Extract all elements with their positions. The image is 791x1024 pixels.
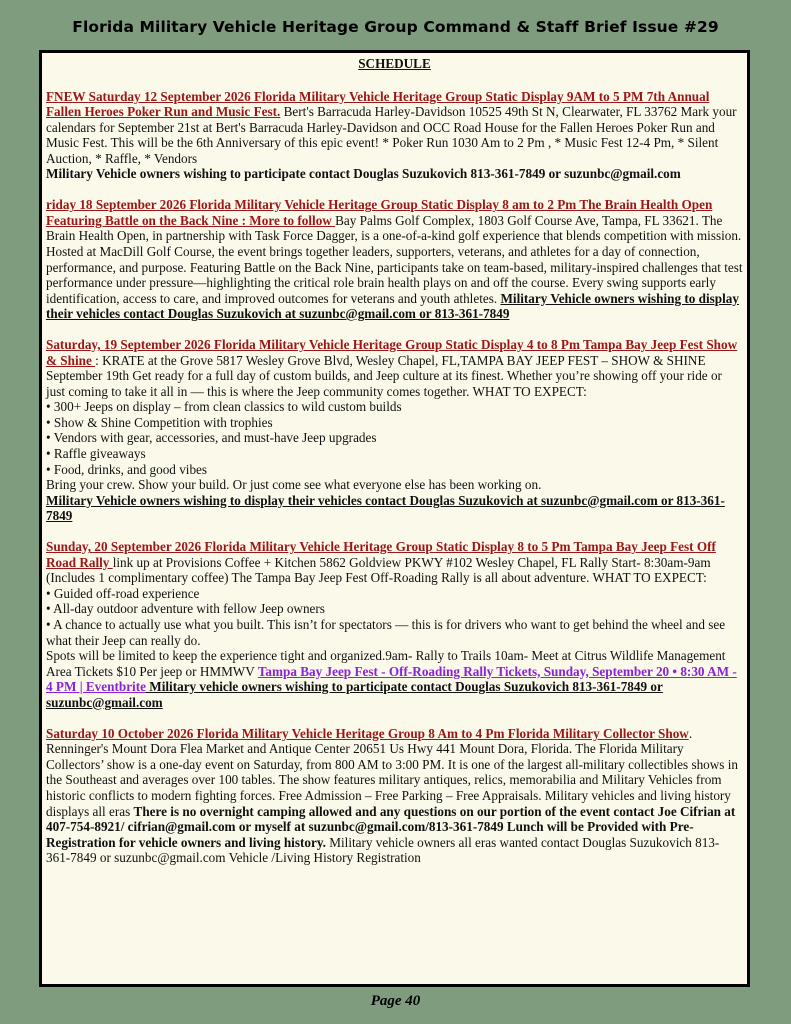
eventbrite-tickets-link[interactable]: Tampa Bay Jeep Fest - Off-Roading Rally Tickets, Sunday, September 20 • 8:30 AM - 4 PM | Eventbrite [46, 663, 737, 695]
list-item: • All-day outdoor adventure with fellow Jeep owners [46, 601, 325, 617]
event-heading: riday 18 September 2026 Florida Military Vehicle Heritage Group Static Display 8 am to 2 Pm The Brain Health Open Featuring Battle on the Back Nine : More to follow [46, 197, 713, 228]
event-heading: FNEW Saturday 12 September 2026 Florida Military Vehicle Heritage Group Static Display 9AM to 5 PM 7th Annual Fallen Heroes Poker Run and Music Fest. [46, 88, 710, 120]
schedule-content [46, 56, 743, 866]
event-description: Bay Palms Golf Complex, 1803 Golf Course Ave, Tampa, FL 33621. The Brain Health Open, in partnership with Task Force Dagger, is a one-of-a-kind golf experience that blends competition with mission. Hosted at MacDill Golf Course, the event brings together leaders, supporters, veterans, and athletes for a day of connection, performance, and purpose. Featuring Battle on the Back Nine, participants take on team-based, military-inspired challenges that test performance under pressure—highlighting the critical role brain health plays on and off the course. Every swing supports early identification, access to care, and improved outcomes for veterans and youth athletes. [46, 212, 743, 306]
list-item: • A chance to actually use what you built. This isn’t for spectators — this is for drivers who want to get behind the wheel and see what their Jeep can really do. [46, 617, 726, 648]
event-description: : KRATE at the Grove 5817 Wesley Grove Blvd, Wesley Chapel, FL,TAMPA BAY JEEP FEST – SHOW & SHINE September 19th Get ready for a full day of custom builds, and Jeep culture at its finest. Whether you’re showing off your ride or just coming to take it all in — this is where the Jeep community comes together. WHAT TO EXPECT: [46, 352, 722, 399]
event-closing-text: Spots will be limited to keep the experience tight and organized.9am- Rally to Trails 10am- Meet at Citrus Wildlife Management Area Tickets $10 Per jeep or HMMWV [46, 648, 726, 679]
list-item: • Vendors with gear, accessories, and must-have Jeep upgrades [46, 430, 377, 446]
event-contact: Military Vehicle owners wishing to display their vehicles contact Douglas Suzukovich at suzunbc@gmail.com or 813-361-7849 [46, 290, 739, 322]
event-entry-poker-run [46, 89, 743, 182]
event-description: Bert's Barracuda Harley-Davidson 10525 49th St N, Clearwater, FL 33762 Mark your calendars for September 21st at Bert's Barracuda Harley-Davidson and OCC Road House for the Fallen Heroes Poker Run and Music Fest. This will be the 6th Anniversary of this epic event! * Poker Run 1030 Am to 2 Pm , * Music Fest 12-4 Pm, * Silent Auction, * Raffle, * Vendors [46, 104, 737, 166]
event-entry-jeep-fest-show [46, 337, 743, 524]
list-item: • Food, drinks, and good vibes [46, 461, 208, 477]
newsletter-title: Florida Military Vehicle Heritage Group Command & Staff Brief Issue #29 [72, 18, 719, 36]
event-contact: Military Vehicle owners wishing to participate contact Douglas Suzukovich 813-361-7849 or suzunbc@gmail.com [46, 166, 681, 182]
event-entry-collector-show [46, 726, 743, 866]
event-heading: Saturday 10 October 2026 Florida Military Vehicle Heritage Group 8 Am to 4 Pm Florida Military Collector Show [46, 725, 689, 741]
page-number: Page 40 [370, 993, 421, 1009]
event-heading: Saturday, 19 September 2026 Florida Military Vehicle Heritage Group Static Display 4 to 8 Pm Tampa Bay Jeep Fest Show & Shine [46, 337, 738, 368]
event-contact: Military Vehicle owners wishing to display their vehicles contact Douglas Suzukovich at suzunbc@gmail.com or 813-361-7849 [46, 492, 725, 524]
list-item: • Show & Shine Competition with trophies [46, 414, 273, 430]
event-description: . Renninger's Mount Dora Flea Market and Antique Center 20651 Us Hwy 441 Mount Dora, Florida. The Florida Military Collectors’ show is a one-day event on Saturday, from 800 AM to 3:00 PM. It is one of the largest all-military collectibles shows in the Southeast and averages over 100 tables. The show features military antiques, relics, memorabilia and Military Vehicles from historic conflicts to modern fighting forces. Free Admission – Free Parking – Free Appraisals. Military vehicles and living history displays all eras [46, 725, 738, 819]
event-description: link up at Provisions Coffee + Kitchen 5862 Goldview PKWY #102 Wesley Chapel, FL Rally Start- 8:30am-9am (Includes 1 complimentary coffee) The Tampa Bay Jeep Fest Off-Roading Rally is all about adventure. WHAT TO EXPECT: [46, 554, 711, 586]
event-heading: Sunday, 20 September 2026 Florida Military Vehicle Heritage Group Static Display 8 to 5 Pm Tampa Bay Jeep Fest Off Road Rally [46, 539, 716, 570]
list-item: • Guided off-road experience [46, 585, 200, 601]
event-contact: Military vehicle owners all eras wanted contact Douglas Suzukovich 813-361-7849 or suzunbc@gmail.com Vehicle /Living History Registration [46, 834, 720, 866]
event-entry-brain-health-open [46, 197, 743, 321]
event-contact: Military vehicle owners wishing to participate contact Douglas Suzukovich 813-361-7849 or suzunbc@gmail.com [46, 679, 663, 710]
schedule-heading: SCHEDULE [358, 56, 431, 71]
list-item: • Raffle giveaways [46, 446, 146, 462]
event-closing-text: Bring your crew. Show your build. Or just come see what everyone else has been working on. [46, 477, 542, 493]
event-camping-note: There is no overnight camping allowed and any questions on our portion of the event contact Joe Cifrian at 407-754-8921/ cifrian@gmail.com or myself at suzunbc@gmail.com/813-361-7849 Lunch will be Provided with Pre-Registration for vehicle owners and living history. [46, 803, 736, 850]
event-entry-off-road-rally [46, 539, 743, 710]
schedule-panel [39, 50, 750, 987]
list-item: • 300+ Jeeps on display – from clean classics to wild custom builds [46, 399, 402, 415]
